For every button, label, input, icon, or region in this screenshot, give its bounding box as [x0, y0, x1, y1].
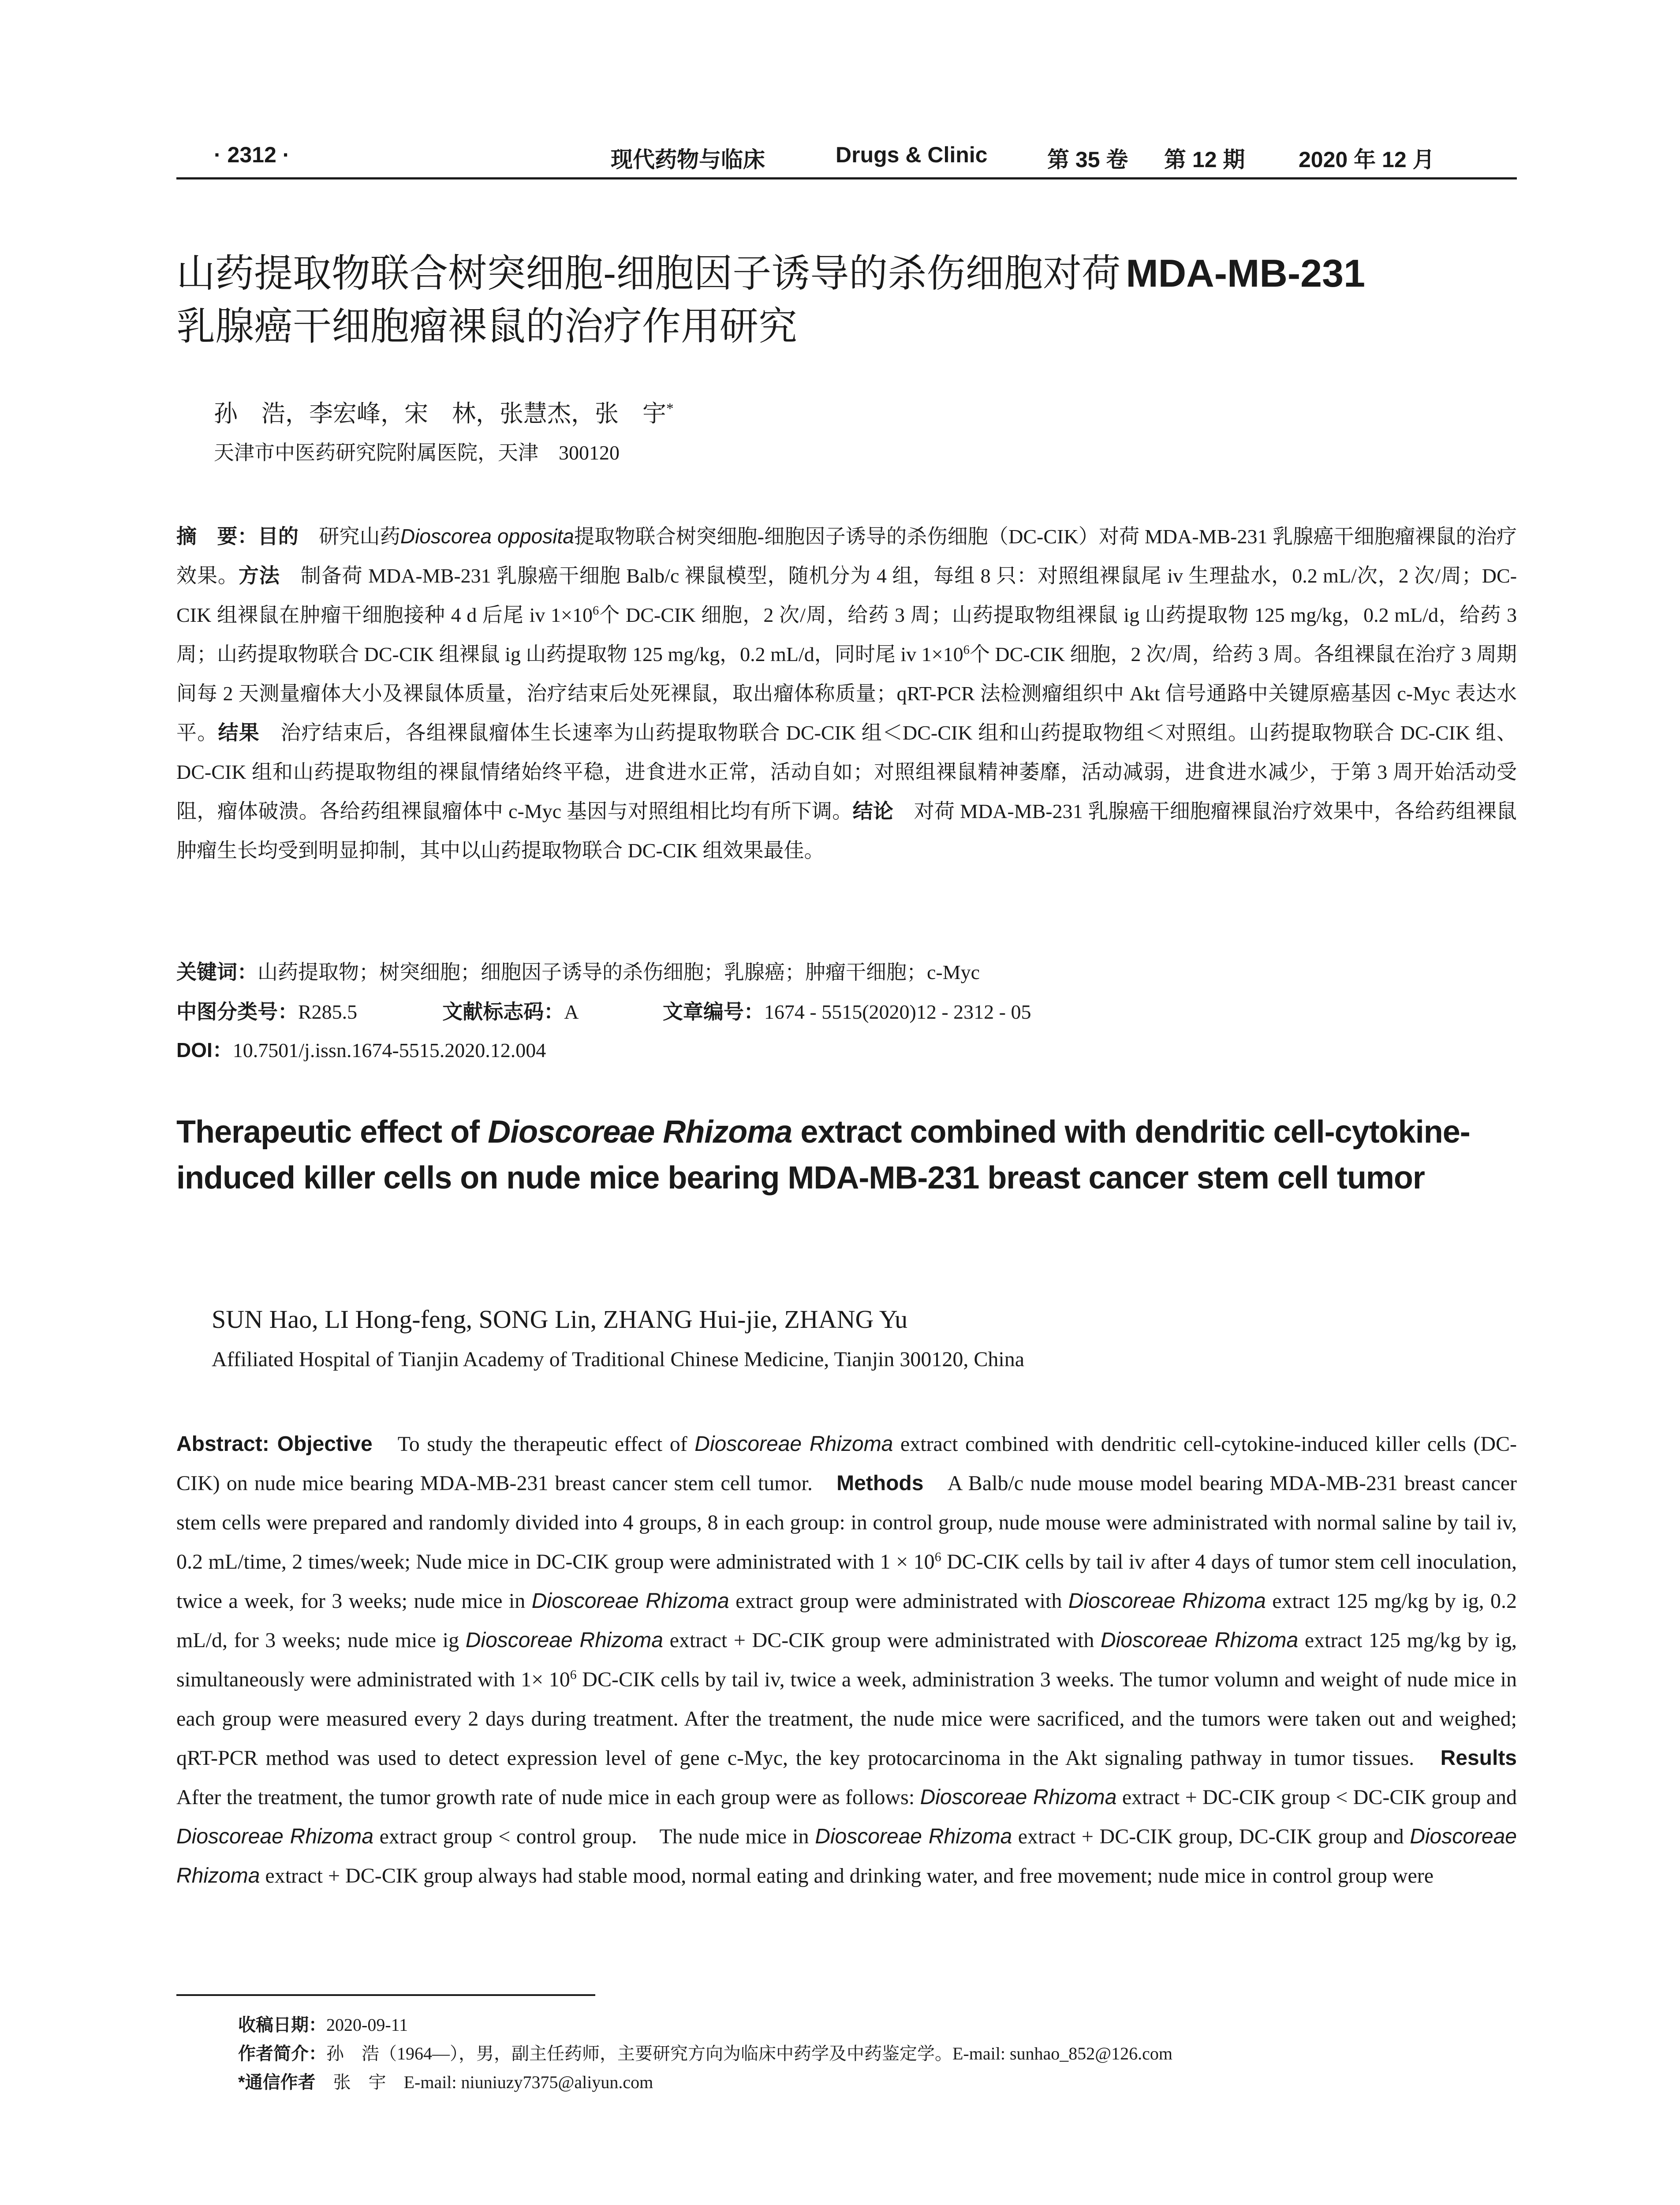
abstract-text: 提取物联合树突细胞-细胞因子诱导的杀伤细胞（DC-CIK）对荷 MDA-MB-231 乳腺癌干细胞瘤裸鼠的治疗效果。	[176, 525, 1517, 587]
corresponding-label: *通信作者	[238, 2073, 316, 2092]
issue-date: 2020 年 12 月	[1299, 147, 1435, 172]
author-bio: 孙 浩（1964—），男，副主任药师，主要研究方向为临床中药学及中药鉴定学。E-mail: sunhao_852@126.com	[326, 2044, 1172, 2063]
title-part: Therapeutic effect of	[176, 1114, 488, 1150]
header-rule	[176, 177, 1517, 179]
superscript: 6	[963, 643, 970, 657]
latin-name: Dioscoreae Rhizoma	[815, 1825, 1012, 1848]
keywords: 山药提取物；树突细胞；细胞因子诱导的杀伤细胞；乳腺癌；肿瘤干细胞；c-Myc	[258, 961, 980, 983]
article-number-label: 文章编号：	[662, 1000, 764, 1023]
abstract-text: extract + DC-CIK group, DC-CIK group and	[1012, 1825, 1410, 1848]
results-label: 结果	[218, 721, 260, 744]
superscript: 6	[934, 1550, 941, 1564]
doi-label: DOI：	[176, 1039, 233, 1061]
objective-label: 目的	[258, 525, 299, 548]
title-part: 山药提取物联合树突细胞-细胞因子诱导的杀伤细胞对荷	[176, 251, 1121, 295]
chinese-title	[176, 247, 1517, 353]
abstract-text: extract group < control group. The nude mice in	[373, 1825, 815, 1848]
abstract-text: extract + DC-CIK group always had stable mood, normal eating and drinking water, and free movement; nude mice in control group were	[260, 1864, 1434, 1887]
abstract-text: 个 DC-CIK 细胞，2 次/周，给药 3 周。各组裸鼠在治疗 3 周期间每 2 天测量瘤体大小及裸鼠体质量，治疗结束后处死裸鼠，取出瘤体称质量；qRT-PCR 法检测瘤组织中 Akt 信号通路中关键原癌基因 c-Myc 表达水平。	[176, 643, 1517, 744]
classification-line	[176, 996, 1031, 1025]
running-header	[176, 142, 1517, 177]
issue: 第 12 期	[1164, 147, 1245, 172]
latin-name: Dioscoreae Rhizoma	[694, 1432, 893, 1456]
clc-number: R285.5	[298, 1001, 358, 1023]
results-label: Results	[1440, 1746, 1517, 1770]
abstract-label: 摘 要：	[176, 525, 258, 548]
abstract-text: extract + DC-CIK group were administrated with	[663, 1629, 1101, 1652]
chinese-authors	[214, 395, 674, 429]
author-bio-note	[238, 2040, 1172, 2065]
abstract-text: After the treatment, the tumor growth rate of nude mice in each group were as follows:	[176, 1786, 920, 1809]
title-part: extract combined with dendritic cell-cytokine-induced killer cells on nude mice bearing MDA-MB-231 breast cancer stem cell tumor	[176, 1114, 1470, 1196]
latin-name: Dioscorea opposita	[400, 525, 574, 548]
latin-name: Dioscoreae Rhizoma	[176, 1825, 1517, 1887]
received-date-note	[238, 2011, 408, 2036]
methods-label: Methods	[836, 1472, 924, 1495]
keywords-label: 关键词：	[176, 960, 258, 983]
author-list: 孙 浩，李宏峰，宋 林，张慧杰，张 宇	[214, 400, 666, 427]
latin-name: Dioscoreae Rhizoma	[176, 1825, 374, 1848]
conclusion-label: 结论	[852, 800, 894, 822]
corresponding-author-note	[238, 2068, 653, 2093]
chinese-abstract	[176, 517, 1517, 870]
superscript: 6	[592, 604, 599, 618]
methods-label: 方法	[238, 564, 280, 587]
latin-name: Dioscoreae Rhizoma	[531, 1589, 729, 1613]
abstract-text: 对荷 MDA-MB-231 乳腺癌干细胞瘤裸鼠治疗效果中，各给药组裸鼠肿瘤生长均受到明显抑制，其中以山药提取物联合 DC-CIK 组效果最佳。	[176, 800, 1517, 862]
corresponding-contact: 张 宇 E-mail: niuniuzy7375@aliyun.com	[333, 2072, 653, 2092]
abstract-text: extract + DC-CIK group < DC-CIK group and	[1116, 1786, 1517, 1809]
english-abstract	[176, 1424, 1517, 1895]
received-label: 收稿日期：	[238, 2015, 326, 2035]
article-number: 1674 - 5515(2020)12 - 2312 - 05	[764, 1001, 1031, 1023]
english-authors: SUN Hao, LI Hong-feng, SONG Lin, ZHANG Hui-jie, ZHANG Yu	[212, 1305, 908, 1334]
corresponding-mark: *	[666, 400, 674, 417]
abstract-text: DC-CIK cells by tail iv, twice a week, administration 3 weeks. The tumor volumn and weight of nude mice in each group were measured every 2 days during treatment. After the treatment, the nude mice were sacrificed, and the tumors were taken out and weighed; qRT-PCR method was used to detect expression level of gene c-Myc, the key protocarcinoma in the Akt signaling pathway in tumor tissues.	[176, 1668, 1517, 1770]
received-date: 2020-09-11	[326, 2015, 408, 2035]
abstract-text: 治疗结束后，各组裸鼠瘤体生长速率为山药提取物联合 DC-CIK 组＜DC-CIK 组和山药提取物组＜对照组。山药提取物联合 DC-CIK 组、DC-CIK 组和山药提取物组的裸鼠情绪始终平稳，进食进水正常，活动自如；对照组裸鼠精神萎靡，活动减弱，进食进水减少，于第 3 周开始活动受阻，瘤体破溃。各给药组裸鼠瘤体中 c-Myc 基因与对照组相比均有所下调。	[176, 721, 1517, 822]
doi-line	[176, 1034, 546, 1063]
latin-name: Dioscoreae Rhizoma	[1100, 1629, 1299, 1652]
english-affiliation: Affiliated Hospital of Tianjin Academy of Traditional Chinese Medicine, Tianjin 300120, China	[212, 1348, 1025, 1371]
volume: 第 35 卷	[1047, 147, 1128, 172]
clc-label: 中图分类号：	[176, 1000, 298, 1023]
abstract-text: extract 125 mg/kg by ig, 0.2 mL/d, for 3 weeks; nude mice ig	[176, 1589, 1517, 1652]
english-title	[176, 1109, 1517, 1201]
superscript: 6	[570, 1667, 577, 1682]
doi-link[interactable]: 10.7501/j.issn.1674-5515.2020.12.004	[232, 1039, 546, 1061]
keywords-line	[176, 956, 980, 985]
abstract-text: DC-CIK cells by tail iv after 4 days of tumor stem cell inoculation, twice a week, for 3 weeks; nude mice in	[176, 1550, 1517, 1613]
chinese-affiliation: 天津市中医药研究院附属医院，天津 300120	[214, 441, 620, 464]
doc-code: A	[564, 1001, 578, 1023]
abstract-text: extract combined with dendritic cell-cytokine-induced killer cells (DC-CIK) on nude mice bearing MDA-MB-231 breast cancer stem cell tumor.	[176, 1432, 1517, 1495]
latin-name: Dioscoreae Rhizoma	[1068, 1589, 1266, 1613]
title-cell-line: MDA-MB-231	[1126, 251, 1366, 295]
journal-name-cn: 现代药物与临床	[611, 147, 765, 172]
latin-name: Dioscoreae Rhizoma	[920, 1786, 1117, 1809]
latin-name: Dioscoreae Rhizoma	[465, 1629, 663, 1652]
abstract-text: To study the therapeutic effect of	[397, 1432, 695, 1456]
abstract-text: A Balb/c nude mouse model bearing MDA-MB-231 breast cancer stem cells were prepared and randomly divided into 4 groups, 8 in each group: in control group, nude mouse were administrated with normal saline by tail iv, 0.2 mL/time, 2 times/week; Nude mice in DC-CIK group were administrated with 1 × 10	[176, 1472, 1517, 1573]
title-part: 乳腺癌干细胞瘤裸鼠的治疗作用研究	[176, 304, 798, 348]
author-bio-label: 作者简介：	[238, 2044, 326, 2063]
journal-name-en: Drugs & Clinic	[836, 142, 988, 167]
abstract-text: 制备荷 MDA-MB-231 乳腺癌干细胞 Balb/c 裸鼠模型，随机分为 4 组，每组 8 只：对照组裸鼠尾 iv 生理盐水，0.2 mL/次，2 次/周；DC-CIK 组裸鼠在肿瘤干细胞接种 4 d 后尾 iv 1×10	[176, 564, 1517, 626]
doc-code-label: 文献标志码：	[442, 1000, 564, 1023]
footnote-rule	[176, 1994, 595, 1996]
abstract-text: 研究山药	[319, 525, 400, 548]
abstract-text: 个 DC-CIK 细胞，2 次/周，给药 3 周；山药提取物组裸鼠 ig 山药提取物 125 mg/kg，0.2 mL/d，给药 3 周；山药提取物联合 DC-CIK 组裸鼠 ig 山药提取物 125 mg/kg，0.2 mL/d，同时尾 iv 1×10	[176, 604, 1517, 665]
abstract-text: extract 125 mg/kg by ig, simultaneously were administrated with 1× 10	[176, 1629, 1517, 1691]
title-latin-name: Dioscoreae Rhizoma	[488, 1114, 792, 1150]
abstract-label: Abstract: Objective	[176, 1432, 373, 1456]
page-number: · 2312 ·	[214, 142, 290, 167]
abstract-text: extract group were administrated with	[729, 1589, 1068, 1613]
